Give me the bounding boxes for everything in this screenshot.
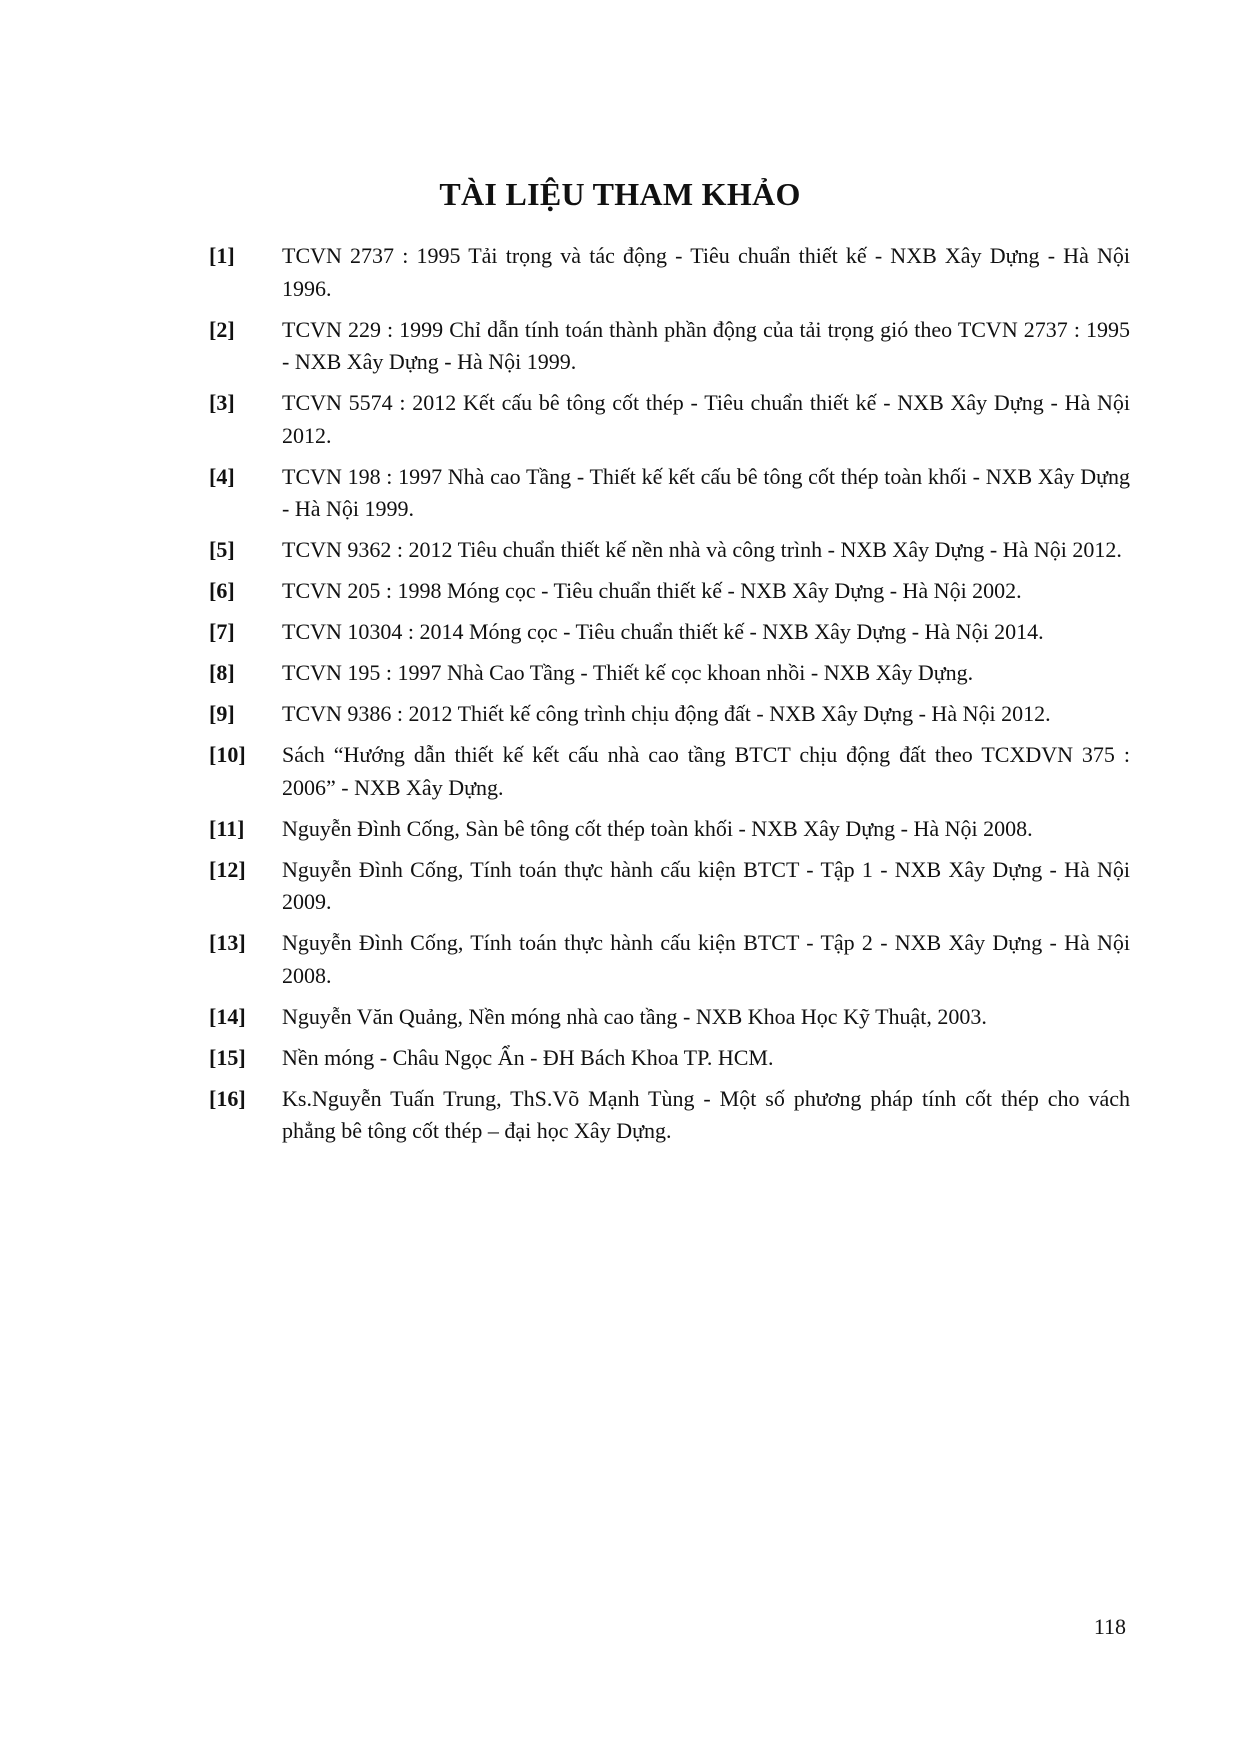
reference-item bbox=[209, 1001, 1130, 1034]
reference-number: [11] bbox=[209, 815, 245, 841]
reference-number: [15] bbox=[209, 1044, 246, 1070]
reference-number: [13] bbox=[209, 930, 246, 955]
reference-list bbox=[209, 240, 1130, 1156]
page-number: 118 bbox=[1093, 1614, 1126, 1639]
reference-text: TCVN 205 : 1998 Móng cọc - Tiêu chuẩn thiết kế - NXB Xây Dựng - Hà Nội 2002. bbox=[282, 578, 1022, 603]
reference-item bbox=[209, 534, 1130, 567]
reference-item bbox=[209, 616, 1130, 649]
reference-number: [9] bbox=[209, 701, 235, 726]
reference-text: Nguyễn Đình Cống, Tính toán thực hành cấu kiện BTCT - Tập 1 - NXB Xây Dựng - Hà Nội 2009. bbox=[282, 856, 1130, 914]
reference-item bbox=[209, 854, 1130, 919]
page-title: TÀI LIỆU THAM KHẢO bbox=[439, 176, 801, 212]
reference-item bbox=[209, 739, 1130, 804]
reference-item bbox=[209, 1083, 1130, 1148]
reference-text: TCVN 195 : 1997 Nhà Cao Tầng - Thiết kế cọc khoan nhồi - NXB Xây Dựng. bbox=[282, 660, 974, 685]
reference-number: [16] bbox=[209, 1085, 246, 1111]
reference-item bbox=[209, 698, 1130, 731]
reference-number: [5] bbox=[209, 537, 235, 562]
reference-number: [4] bbox=[209, 463, 235, 489]
reference-item bbox=[209, 927, 1130, 992]
reference-item bbox=[209, 387, 1130, 452]
reference-number: [12] bbox=[209, 856, 246, 882]
reference-text: Sách “Hướng dẫn thiết kế kết cấu nhà cao tầng BTCT chịu động đất theo TCXDVN 375 : 2006” - NXB Xây Dựng. bbox=[282, 742, 1130, 800]
reference-number: [2] bbox=[209, 316, 235, 342]
reference-text: TCVN 229 : 1999 Chỉ dẫn tính toán thành phần động của tải trọng gió theo TCVN 2737 : 1995 - NXB Xây Dựng - Hà Nội 1999. bbox=[282, 316, 1130, 374]
reference-item bbox=[209, 461, 1130, 526]
reference-item bbox=[209, 813, 1130, 846]
reference-number: [8] bbox=[209, 660, 235, 685]
reference-number: [10] bbox=[209, 742, 246, 767]
reference-text: TCVN 198 : 1997 Nhà cao Tầng - Thiết kế kết cấu bê tông cốt thép toàn khối - NXB Xây Dựng - Hà Nội 1999. bbox=[282, 463, 1130, 521]
reference-text: Nguyễn Đình Cống, Sàn bê tông cốt thép toàn khối - NXB Xây Dựng - Hà Nội 2008. bbox=[282, 815, 1033, 841]
reference-text: TCVN 9362 : 2012 Tiêu chuẩn thiết kế nền nhà và công trình - NXB Xây Dựng - Hà Nội 2012. bbox=[282, 537, 1122, 562]
reference-text: TCVN 9386 : 2012 Thiết kế công trình chịu động đất - NXB Xây Dựng - Hà Nội 2012. bbox=[282, 701, 1051, 726]
reference-number: [3] bbox=[209, 390, 235, 415]
reference-number: [7] bbox=[209, 619, 235, 644]
reference-item bbox=[209, 314, 1130, 379]
reference-item bbox=[209, 575, 1130, 608]
reference-number: [6] bbox=[209, 578, 235, 603]
reference-item bbox=[209, 1042, 1130, 1075]
reference-text: Nguyễn Đình Cống, Tính toán thực hành cấu kiện BTCT - Tập 2 - NXB Xây Dựng - Hà Nội 2008. bbox=[282, 930, 1130, 988]
reference-text: Nền móng - Châu Ngọc Ẩn - ĐH Bách Khoa TP. HCM. bbox=[282, 1044, 774, 1070]
reference-text: TCVN 10304 : 2014 Móng cọc - Tiêu chuẩn thiết kế - NXB Xây Dựng - Hà Nội 2014. bbox=[282, 619, 1044, 644]
reference-item bbox=[209, 240, 1130, 305]
reference-item bbox=[209, 657, 1130, 690]
reference-text: Ks.Nguyễn Tuấn Trung, ThS.Võ Mạnh Tùng - Một số phương pháp tính cốt thép cho vách phẳng bê tông cốt thép – đại học Xây Dựng. bbox=[282, 1085, 1130, 1143]
reference-number: [14] bbox=[209, 1003, 246, 1029]
reference-number: [1] bbox=[209, 243, 235, 268]
reference-text: Nguyễn Văn Quảng, Nền móng nhà cao tầng - NXB Khoa Học Kỹ Thuật, 2003. bbox=[282, 1003, 987, 1029]
reference-text: TCVN 5574 : 2012 Kết cấu bê tông cốt thép - Tiêu chuẩn thiết kế - NXB Xây Dựng - Hà Nội 2012. bbox=[282, 390, 1130, 448]
reference-text: TCVN 2737 : 1995 Tải trọng và tác động - Tiêu chuẩn thiết kế - NXB Xây Dựng - Hà Nội 1996. bbox=[282, 243, 1130, 301]
